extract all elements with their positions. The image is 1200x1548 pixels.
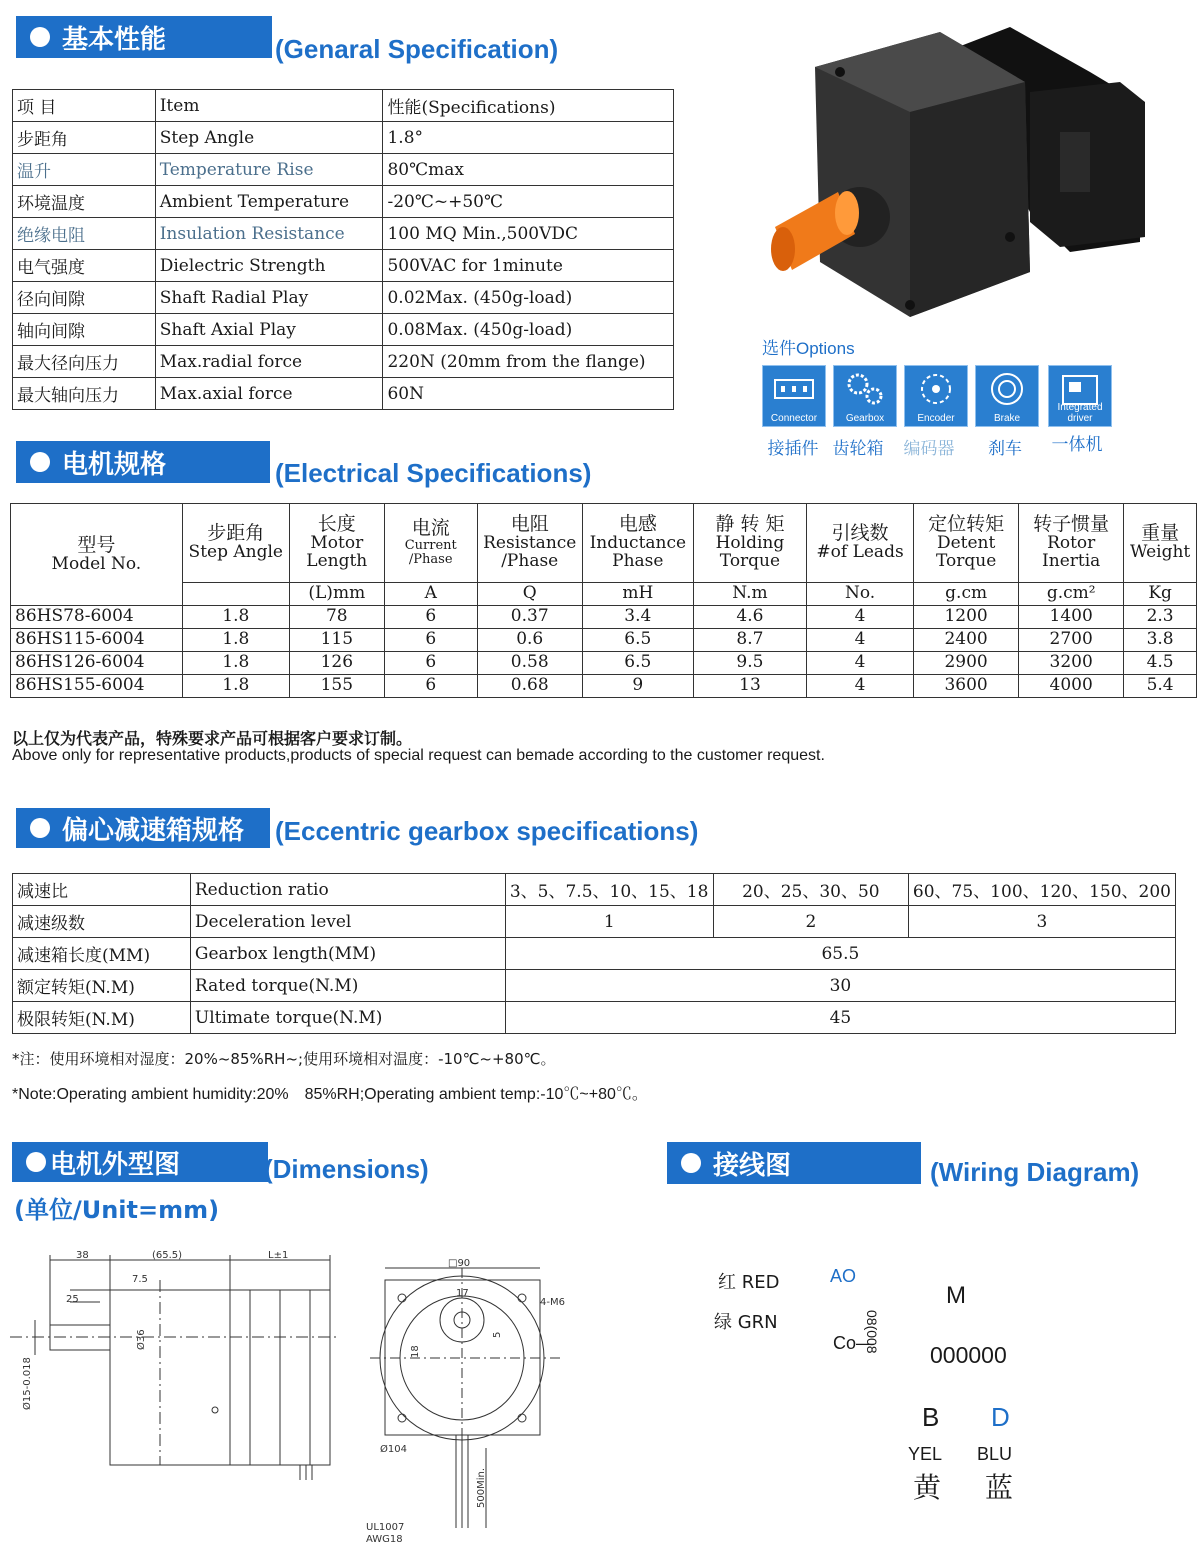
wire-yel-label: YEL: [908, 1444, 943, 1464]
electrical-value: 2900: [914, 652, 1019, 675]
wire-d-label: D: [991, 1402, 1010, 1432]
options-title: 选件Options: [762, 339, 855, 358]
general-spec-value: 80℃max: [383, 154, 674, 186]
gearbox-ultimate-cn: 极限转矩(N.M): [13, 1002, 191, 1034]
bullet-icon: [30, 818, 50, 838]
general-spec-cn: 最大径向压力: [13, 346, 156, 378]
electrical-unit-cell: g.cm: [914, 583, 1019, 606]
electrical-value: 6: [384, 606, 477, 629]
general-spec-value: 500VAC for 1minute: [383, 250, 674, 282]
general-spec-value: 0.02Max. (450g-load): [383, 282, 674, 314]
general-heading-cn: 基本性能: [62, 24, 167, 55]
wiring-heading-en: (Wiring Diagram): [930, 1157, 1140, 1187]
general-spec-row: [13, 90, 674, 122]
electrical-unit-cell: A: [384, 583, 477, 606]
electrical-header-cell: [182, 504, 289, 583]
bullet-icon: [681, 1153, 701, 1173]
general-spec-row: [13, 218, 674, 250]
general-spec-row: [13, 346, 674, 378]
dim-L: L±1: [268, 1250, 289, 1261]
electrical-header-en: Resistance /Phase: [483, 533, 577, 571]
gearbox-note-cn: *注：使用环境相对湿度：20%~85%RH~;使用环境相对温度：-10℃~+80℃。: [12, 1050, 556, 1068]
option-brake[interactable]: [975, 365, 1039, 427]
general-spec-row: [13, 250, 674, 282]
electrical-value: 9: [582, 675, 693, 698]
electrical-value: 126: [289, 652, 384, 675]
electrical-value: 1.8: [182, 629, 289, 652]
general-spec-row: [13, 154, 674, 186]
general-spec-en: Ambient Temperature: [155, 186, 383, 218]
electrical-value: 6: [384, 675, 477, 698]
general-spec-en: Dielectric Strength: [155, 250, 383, 282]
gearbox-rated-value: 30: [505, 970, 1175, 1002]
wiring-heading-cn: 接线图: [713, 1150, 792, 1181]
wire-b-label: B: [922, 1402, 940, 1432]
option-connector-cn: 接插件: [767, 439, 819, 459]
gearbox-level-cn: 减速级数: [13, 906, 191, 938]
electrical-value: 1400: [1019, 606, 1124, 629]
option-encoder-label: Encoder: [917, 413, 955, 424]
wire-yel-cn: 黄: [913, 1471, 942, 1504]
electrical-header-en: Inductance Phase: [589, 533, 687, 571]
general-heading-en: (Genaral Specification): [275, 34, 559, 64]
electrical-header-cn: 长度: [317, 513, 356, 536]
option-encoder-cn: 编码器: [903, 439, 955, 459]
general-spec-value: 100 MQ Min.,500VDC: [383, 218, 674, 250]
electrical-data-row: [11, 675, 1197, 698]
electrical-value: 0.37: [477, 606, 582, 629]
electrical-unit-cell: N.m: [693, 583, 806, 606]
electrical-unit-cell: Kg: [1124, 583, 1197, 606]
model-number: 86HS155-6004: [11, 675, 183, 698]
gearbox-row-rated: [13, 970, 1176, 1002]
general-spec-row: [13, 314, 674, 346]
bullet-icon: [26, 1152, 46, 1172]
general-spec-row: [13, 378, 674, 410]
general-spec-en: Item: [155, 90, 383, 122]
general-spec-table: [12, 89, 674, 410]
dim-90: □90: [448, 1258, 471, 1269]
option-gearbox[interactable]: [833, 365, 897, 427]
dim-m6: 4-M6: [540, 1297, 565, 1308]
general-spec-row: [13, 186, 674, 218]
gearbox-rated-en: Rated torque(N.M): [190, 970, 505, 1002]
gearbox-row-level: [13, 906, 1176, 938]
electrical-header-en: #of Leads: [816, 542, 904, 563]
general-spec-value: 220N (20mm from the flange): [383, 346, 674, 378]
electrical-unit-cell: No.: [807, 583, 914, 606]
encoder-icon: [905, 366, 967, 412]
option-connector[interactable]: [762, 365, 826, 427]
gearbox-row-ultimate: [13, 1002, 1176, 1034]
option-integrated-cn: 一体机: [1051, 435, 1103, 455]
electrical-header-cell: [384, 504, 477, 583]
wire-co-label: Co—: [833, 1333, 875, 1353]
electrical-header-cn: 静 转 矩: [715, 513, 785, 536]
electrical-value: 6.5: [582, 652, 693, 675]
electrical-value: 4: [807, 652, 914, 675]
option-connector-label: Connector: [770, 413, 818, 424]
electrical-header-cell: [582, 504, 693, 583]
electrical-value: 3200: [1019, 652, 1124, 675]
electrical-data-row: [11, 629, 1197, 652]
dim-104: Ø104: [380, 1444, 407, 1455]
dimensions-heading-en: (Dimensions): [264, 1154, 429, 1184]
electrical-value: 0.6: [477, 629, 582, 652]
electrical-header-cn: 转子惯量: [1033, 513, 1110, 536]
electrical-unit-cell: (L)mm: [289, 583, 384, 606]
wire-rotated-label: 08(008: [864, 1310, 880, 1354]
gearbox-row-ratio: [13, 874, 1176, 906]
dim-36: Ø36: [136, 1329, 147, 1350]
general-spec-value: 1.8°: [383, 122, 674, 154]
electrical-value: 3600: [914, 675, 1019, 698]
electrical-heading-en: (Electrical Specifications): [275, 458, 592, 488]
electrical-value: 0.58: [477, 652, 582, 675]
electrical-value: 1200: [914, 606, 1019, 629]
general-spec-value: 0.08Max. (450g-load): [383, 314, 674, 346]
electrical-heading-bar: [16, 441, 270, 483]
gearbox-level-en: Deceleration level: [190, 906, 505, 938]
electrical-note-cn: 以上仅为代表产品，特殊要求产品可根据客户要求订制。: [12, 729, 413, 748]
electrical-header-row: [11, 504, 1197, 583]
electrical-header-cn: 电阻: [510, 513, 549, 536]
front-view-drawing: [360, 1258, 590, 1548]
bullet-icon: [30, 27, 50, 47]
dim-15: Ø15-0.018: [22, 1357, 33, 1410]
bullet-icon: [30, 452, 50, 472]
gearbox-note-en: *Note:Operating ambient humidity:20% 85%RH;Operating ambient temp:-10℃~+80℃。: [12, 1086, 648, 1103]
option-brake-label: Brake: [993, 413, 1021, 424]
wire-blu-label: BLU: [977, 1444, 1013, 1464]
electrical-header-en: Rotor Inertia: [1042, 533, 1101, 571]
option-gearbox-cn: 齿轮箱: [832, 439, 884, 459]
connector-icon: [763, 366, 825, 412]
dim-25: 25: [66, 1294, 79, 1305]
electrical-header-cell: [807, 504, 914, 583]
electrical-value: 4: [807, 675, 914, 698]
general-spec-cn: 绝缘电阻: [13, 218, 156, 250]
electrical-header-en: Step Angle: [188, 542, 283, 563]
gearbox-ratio-1: 3、5、7.5、10、15、18: [505, 874, 713, 906]
gearbox-heading-en: (Eccentric gearbox specifications): [275, 816, 699, 846]
general-spec-row: [13, 282, 674, 314]
general-spec-cn: 项 目: [13, 90, 156, 122]
dim-17: 17: [456, 1288, 469, 1299]
wire-blu-cn: 蓝: [985, 1471, 1014, 1504]
gearbox-length-value: 65.5: [505, 938, 1175, 970]
gearbox-heading-bar: [16, 808, 270, 848]
electrical-value: 1.8: [182, 652, 289, 675]
electrical-value: 2.3: [1124, 606, 1197, 629]
option-integrated[interactable]: [1048, 365, 1112, 427]
gearbox-ultimate-en: Ultimate torque(N.M): [190, 1002, 505, 1034]
electrical-header-cn: 重量: [1141, 522, 1180, 545]
general-spec-en: Shaft Radial Play: [155, 282, 383, 314]
general-spec-value: 60N: [383, 378, 674, 410]
gearbox-ultimate-value: 45: [505, 1002, 1175, 1034]
gearbox-length-en: Gearbox length(MM): [190, 938, 505, 970]
electrical-header-cn: 型号: [77, 533, 116, 556]
electrical-header-cn: 定位转矩: [928, 513, 1005, 536]
electrical-header-cell: [914, 504, 1019, 583]
electrical-value: 8.7: [693, 629, 806, 652]
electrical-header-en: Model No.: [51, 553, 142, 574]
gearbox-level-2: 2: [713, 906, 908, 938]
electrical-value: 78: [289, 606, 384, 629]
electrical-data-row: [11, 606, 1197, 629]
electrical-header-en: Holding Torque: [715, 533, 785, 571]
gearbox-level-3: 3: [908, 906, 1175, 938]
electrical-spec-table: [10, 503, 1197, 698]
option-gearbox-label: Gearbox: [845, 413, 885, 424]
dimensions-heading-bar: [12, 1142, 268, 1182]
electrical-unit-cell: g.cm²: [1019, 583, 1124, 606]
gearbox-level-1: 1: [505, 906, 713, 938]
electrical-value: 3.8: [1124, 629, 1197, 652]
general-spec-cn: 温升: [13, 154, 156, 186]
general-spec-en: Max.axial force: [155, 378, 383, 410]
brake-icon: [976, 366, 1038, 412]
side-view-drawing: [10, 1250, 340, 1480]
general-spec-cn: 最大轴向压力: [13, 378, 156, 410]
electrical-value: 13: [693, 675, 806, 698]
general-spec-en: Max.radial force: [155, 346, 383, 378]
electrical-value: 4.5: [1124, 652, 1197, 675]
electrical-value: 4000: [1019, 675, 1124, 698]
gearbox-ratio-2: 20、25、30、50: [713, 874, 908, 906]
electrical-value: 2700: [1019, 629, 1124, 652]
electrical-value: 6.5: [582, 629, 693, 652]
dim-38: 38: [76, 1250, 89, 1261]
electrical-value: 6: [384, 652, 477, 675]
option-brake-cn: 刹车: [988, 439, 1022, 459]
wire-red-label: 红 RED: [718, 1272, 780, 1293]
electrical-value: 1.8: [182, 675, 289, 698]
gearbox-rated-cn: 额定转矩(N.M): [13, 970, 191, 1002]
electrical-note-en: Above only for representative products,products of special request can bemade according to the customer request.: [12, 747, 825, 764]
electrical-value: 155: [289, 675, 384, 698]
electrical-unit-cell: mH: [582, 583, 693, 606]
general-spec-en: Temperature Rise: [155, 154, 383, 186]
electrical-header-cell: [289, 504, 384, 583]
general-spec-en: Step Angle: [155, 122, 383, 154]
dim-500: 500Min.: [476, 1467, 487, 1508]
electrical-header-cell: [1124, 504, 1197, 583]
electrical-heading-cn: 电机规格: [62, 449, 167, 480]
electrical-header-cn: 引线数: [831, 522, 889, 545]
electrical-value: 3.4: [582, 606, 693, 629]
electrical-header-cell: [693, 504, 806, 583]
electrical-header-en: Current /Phase: [404, 538, 457, 567]
dim-awg: AWG18: [366, 1534, 403, 1545]
general-spec-value: -20℃~+50℃: [383, 186, 674, 218]
electrical-header-cell: [11, 504, 183, 606]
gearbox-ratio-en: Reduction ratio: [190, 874, 505, 906]
general-spec-en: Insulation Resistance: [155, 218, 383, 250]
dimensions-unit: (单位/Unit=mm): [14, 1196, 220, 1224]
gearbox-ratio-cn: 减速比: [13, 874, 191, 906]
wire-m-label: M: [946, 1282, 966, 1309]
dim-75: 7.5: [132, 1274, 148, 1285]
wire-ao-label: AO: [830, 1266, 857, 1286]
electrical-unit-cell: [182, 583, 289, 606]
wire-grn-label: 绿 GRN: [714, 1312, 778, 1333]
electrical-header-cn: 电流: [411, 517, 450, 540]
electrical-value: 9.5: [693, 652, 806, 675]
electrical-data-row: [11, 652, 1197, 675]
option-encoder[interactable]: [904, 365, 968, 427]
general-spec-en: Shaft Axial Play: [155, 314, 383, 346]
gearbox-icon: [834, 366, 896, 412]
dim-655: (65.5): [152, 1250, 183, 1261]
electrical-header-en: Detent Torque: [935, 533, 997, 571]
electrical-value: 0.68: [477, 675, 582, 698]
electrical-value: 1.8: [182, 606, 289, 629]
gearbox-heading-cn: 偏心减速箱规格: [62, 815, 245, 846]
general-spec-cn: 轴向间隙: [13, 314, 156, 346]
wire-coil-label: 000000: [930, 1342, 1007, 1368]
wiring-heading-bar: [667, 1142, 921, 1184]
general-heading-bar: [16, 16, 272, 58]
dim-18: 18: [410, 1345, 421, 1358]
electrical-header-cell: [477, 504, 582, 583]
gearbox-ratio-3: 60、75、100、120、150、200: [908, 874, 1175, 906]
electrical-value: 2400: [914, 629, 1019, 652]
general-spec-cn: 径向间隙: [13, 282, 156, 314]
general-spec-row: [13, 122, 674, 154]
dim-5: 5: [492, 1331, 503, 1338]
general-spec-cn: 电气强度: [13, 250, 156, 282]
dim-ul: UL1007: [366, 1522, 405, 1533]
motor-gearbox-photo: [760, 12, 1180, 332]
gearbox-spec-table: [12, 873, 1176, 1034]
electrical-value: 4: [807, 629, 914, 652]
gearbox-length-cn: 减速箱长度(MM): [13, 938, 191, 970]
electrical-value: 4.6: [693, 606, 806, 629]
electrical-header-en: Weight: [1129, 542, 1191, 563]
electrical-value: 5.4: [1124, 675, 1197, 698]
electrical-header-cell: [1019, 504, 1124, 583]
general-spec-cn: 环境温度: [13, 186, 156, 218]
electrical-header-cn: 电感: [618, 513, 657, 536]
electrical-value: 115: [289, 629, 384, 652]
gearbox-row-length: [13, 938, 1176, 970]
dimensions-heading-cn: 电机外型图: [50, 1149, 181, 1180]
electrical-unit-row: [11, 583, 1197, 606]
model-number: 86HS78-6004: [11, 606, 183, 629]
electrical-header-en: Motor Length: [306, 533, 368, 571]
general-spec-value: 性能(Specifications): [383, 90, 674, 122]
electrical-header-cn: 步距角: [207, 522, 265, 545]
electrical-value: 6: [384, 629, 477, 652]
model-number: 86HS126-6004: [11, 652, 183, 675]
general-spec-cn: 步距角: [13, 122, 156, 154]
model-number: 86HS115-6004: [11, 629, 183, 652]
electrical-unit-cell: Q: [477, 583, 582, 606]
option-integrated-label: Integrated driver: [1057, 402, 1103, 424]
electrical-value: 4: [807, 606, 914, 629]
